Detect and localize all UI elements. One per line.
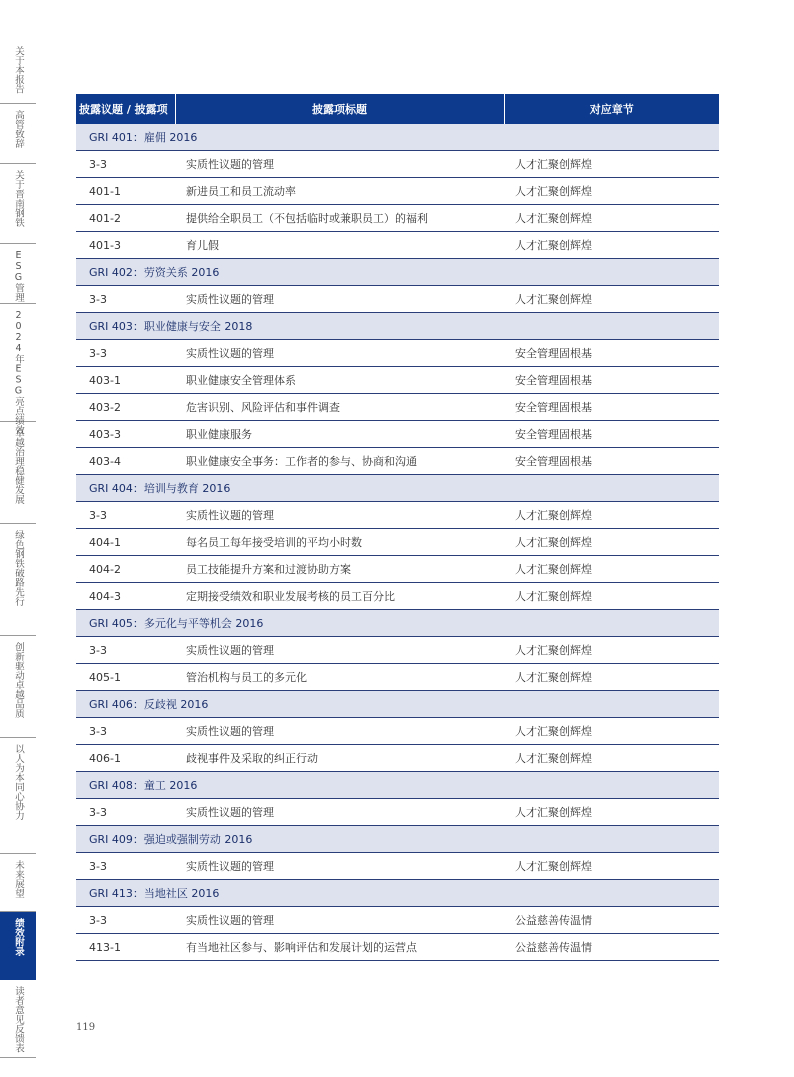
group-title: GRI 402：劳资关系 2016 [76, 259, 719, 286]
chapter-name: 人才汇聚创辉煌 [504, 178, 719, 205]
disclosure-title: 新进员工和员工流动率 [175, 178, 504, 205]
sidenav-item[interactable] [0, 912, 36, 980]
chapter-name: 人才汇聚创辉煌 [504, 502, 719, 529]
disclosure-title: 每名员工每年接受培训的平均小时数 [175, 529, 504, 556]
table-row [76, 853, 719, 880]
sidenav-item-label: 未来展望 [12, 860, 24, 898]
table-header [76, 94, 719, 124]
disclosure-title: 实质性议题的管理 [175, 907, 504, 934]
side-navigation [0, 40, 36, 1058]
sidenav-item[interactable] [0, 104, 36, 164]
chapter-name: 人才汇聚创辉煌 [504, 583, 719, 610]
table-body [76, 124, 719, 961]
disclosure-title: 提供给全职员工（不包括临时或兼职员工）的福利 [175, 205, 504, 232]
disclosure-code: 405-1 [76, 664, 175, 691]
table-row [76, 583, 719, 610]
group-row [76, 691, 719, 718]
group-title: GRI 409：强迫或强制劳动 2016 [76, 826, 719, 853]
sidenav-item-label: 关于晋南钢铁 [12, 170, 24, 227]
sidenav-item-label: 卓越治理稳健发展 [12, 428, 24, 504]
disclosure-title: 职业健康安全管理体系 [175, 367, 504, 394]
chapter-name: 人才汇聚创辉煌 [504, 286, 719, 313]
header-disclosure-title: 披露项标题 [175, 94, 504, 124]
chapter-name: 人才汇聚创辉煌 [504, 853, 719, 880]
group-title: GRI 413：当地社区 2016 [76, 880, 719, 907]
disclosure-code: 406-1 [76, 745, 175, 772]
table-row [76, 745, 719, 772]
chapter-name: 人才汇聚创辉煌 [504, 745, 719, 772]
table-row [76, 232, 719, 259]
disclosure-title: 危害识别、风险评估和事件调查 [175, 394, 504, 421]
sidenav-item-label: 绿色钢铁破路先行 [12, 530, 24, 606]
disclosure-code: 401-3 [76, 232, 175, 259]
chapter-name: 人才汇聚创辉煌 [504, 718, 719, 745]
disclosure-code: 403-4 [76, 448, 175, 475]
disclosure-code: 3-3 [76, 853, 175, 880]
group-row [76, 880, 719, 907]
table-row [76, 286, 719, 313]
disclosure-title: 育儿假 [175, 232, 504, 259]
group-title: GRI 405：多元化与平等机会 2016 [76, 610, 719, 637]
sidenav-item[interactable] [0, 524, 36, 636]
disclosure-title: 实质性议题的管理 [175, 853, 504, 880]
disclosure-code: 3-3 [76, 151, 175, 178]
header-chapter: 对应章节 [504, 94, 719, 124]
table-row [76, 502, 719, 529]
table-row [76, 907, 719, 934]
group-row [76, 124, 719, 151]
disclosure-title: 实质性议题的管理 [175, 286, 504, 313]
chapter-name: 人才汇聚创辉煌 [504, 205, 719, 232]
disclosure-code: 3-3 [76, 502, 175, 529]
group-row [76, 259, 719, 286]
page-number: 119 [76, 1022, 96, 1033]
sidenav-item-label: 2024年ESG亮点绩效 [12, 310, 24, 435]
disclosure-code: 401-2 [76, 205, 175, 232]
table-row [76, 448, 719, 475]
chapter-name: 安全管理固根基 [504, 421, 719, 448]
chapter-name: 人才汇聚创辉煌 [504, 232, 719, 259]
chapter-name: 人才汇聚创辉煌 [504, 151, 719, 178]
disclosure-code: 3-3 [76, 718, 175, 745]
group-title: GRI 408：童工 2016 [76, 772, 719, 799]
disclosure-code: 404-1 [76, 529, 175, 556]
chapter-name: 安全管理固根基 [504, 394, 719, 421]
chapter-name: 安全管理固根基 [504, 367, 719, 394]
table-row [76, 151, 719, 178]
table-row [76, 664, 719, 691]
group-row [76, 313, 719, 340]
table-row [76, 367, 719, 394]
disclosure-code: 3-3 [76, 340, 175, 367]
sidenav-item-label: 读者意见反馈表 [12, 986, 24, 1053]
chapter-name: 人才汇聚创辉煌 [504, 556, 719, 583]
disclosure-title: 实质性议题的管理 [175, 637, 504, 664]
gri-index-table [76, 94, 719, 961]
sidenav-item[interactable] [0, 738, 36, 854]
disclosure-code: 3-3 [76, 637, 175, 664]
group-title: GRI 403：职业健康与安全 2018 [76, 313, 719, 340]
disclosure-title: 实质性议题的管理 [175, 718, 504, 745]
header-disclosure-topic: 披露议题 / 披露项 [76, 94, 175, 124]
table-header-row [76, 94, 719, 124]
disclosure-code: 404-2 [76, 556, 175, 583]
disclosure-code: 3-3 [76, 907, 175, 934]
chapter-name: 人才汇聚创辉煌 [504, 637, 719, 664]
sidenav-item[interactable] [0, 980, 36, 1058]
table-row [76, 205, 719, 232]
disclosure-code: 3-3 [76, 286, 175, 313]
table-row [76, 178, 719, 205]
table-row [76, 799, 719, 826]
disclosure-code: 403-2 [76, 394, 175, 421]
table-row [76, 637, 719, 664]
disclosure-title: 管治机构与员工的多元化 [175, 664, 504, 691]
disclosure-code: 3-3 [76, 799, 175, 826]
disclosure-code: 404-3 [76, 583, 175, 610]
group-row [76, 772, 719, 799]
sidenav-item[interactable] [0, 304, 36, 435]
sidenav-item[interactable] [0, 854, 36, 912]
disclosure-title: 职业健康安全事务：工作者的参与、协商和沟通 [175, 448, 504, 475]
sidenav-item[interactable] [0, 422, 36, 524]
chapter-name: 安全管理固根基 [504, 448, 719, 475]
table-row [76, 529, 719, 556]
chapter-name: 安全管理固根基 [504, 340, 719, 367]
chapter-name: 人才汇聚创辉煌 [504, 529, 719, 556]
disclosure-title: 实质性议题的管理 [175, 799, 504, 826]
group-row [76, 826, 719, 853]
disclosure-title: 实质性议题的管理 [175, 340, 504, 367]
sidenav-item-label: 关于本报告 [12, 46, 24, 94]
sidenav-item[interactable] [0, 164, 36, 244]
group-row [76, 475, 719, 502]
disclosure-code: 403-3 [76, 421, 175, 448]
disclosure-title: 实质性议题的管理 [175, 502, 504, 529]
sidenav-item[interactable] [0, 40, 36, 104]
chapter-name: 公益慈善传温情 [504, 907, 719, 934]
disclosure-title: 实质性议题的管理 [175, 151, 504, 178]
sidenav-item[interactable] [0, 636, 36, 738]
table-row [76, 394, 719, 421]
table-row [76, 556, 719, 583]
table-row [76, 718, 719, 745]
disclosure-title: 歧视事件及采取的纠正行动 [175, 745, 504, 772]
disclosure-code: 401-1 [76, 178, 175, 205]
table-row [76, 340, 719, 367]
disclosure-title: 定期接受绩效和职业发展考核的员工百分比 [175, 583, 504, 610]
chapter-name: 人才汇聚创辉煌 [504, 664, 719, 691]
disclosure-title: 员工技能提升方案和过渡协助方案 [175, 556, 504, 583]
chapter-name: 公益慈善传温情 [504, 934, 719, 961]
sidenav-item-label: 绩效附录 [12, 918, 24, 956]
group-title: GRI 404：培训与教育 2016 [76, 475, 719, 502]
group-title: GRI 401：雇佣 2016 [76, 124, 719, 151]
sidenav-item-label: 创新驱动卓越品质 [12, 642, 24, 718]
group-title: GRI 406：反歧视 2016 [76, 691, 719, 718]
chapter-name: 人才汇聚创辉煌 [504, 799, 719, 826]
group-row [76, 610, 719, 637]
gri-index-table-container [76, 94, 719, 961]
disclosure-title: 有当地社区参与、影响评估和发展计划的运营点 [175, 934, 504, 961]
sidenav-item-label: 以人为本同心协力 [12, 744, 24, 820]
disclosure-title: 职业健康服务 [175, 421, 504, 448]
table-row [76, 421, 719, 448]
disclosure-code: 403-1 [76, 367, 175, 394]
sidenav-item-label: ESG管理 [12, 250, 24, 302]
sidenav-item-label: 高管致辞 [12, 110, 24, 148]
disclosure-code: 413-1 [76, 934, 175, 961]
table-row [76, 934, 719, 961]
sidenav-item[interactable] [0, 244, 36, 304]
